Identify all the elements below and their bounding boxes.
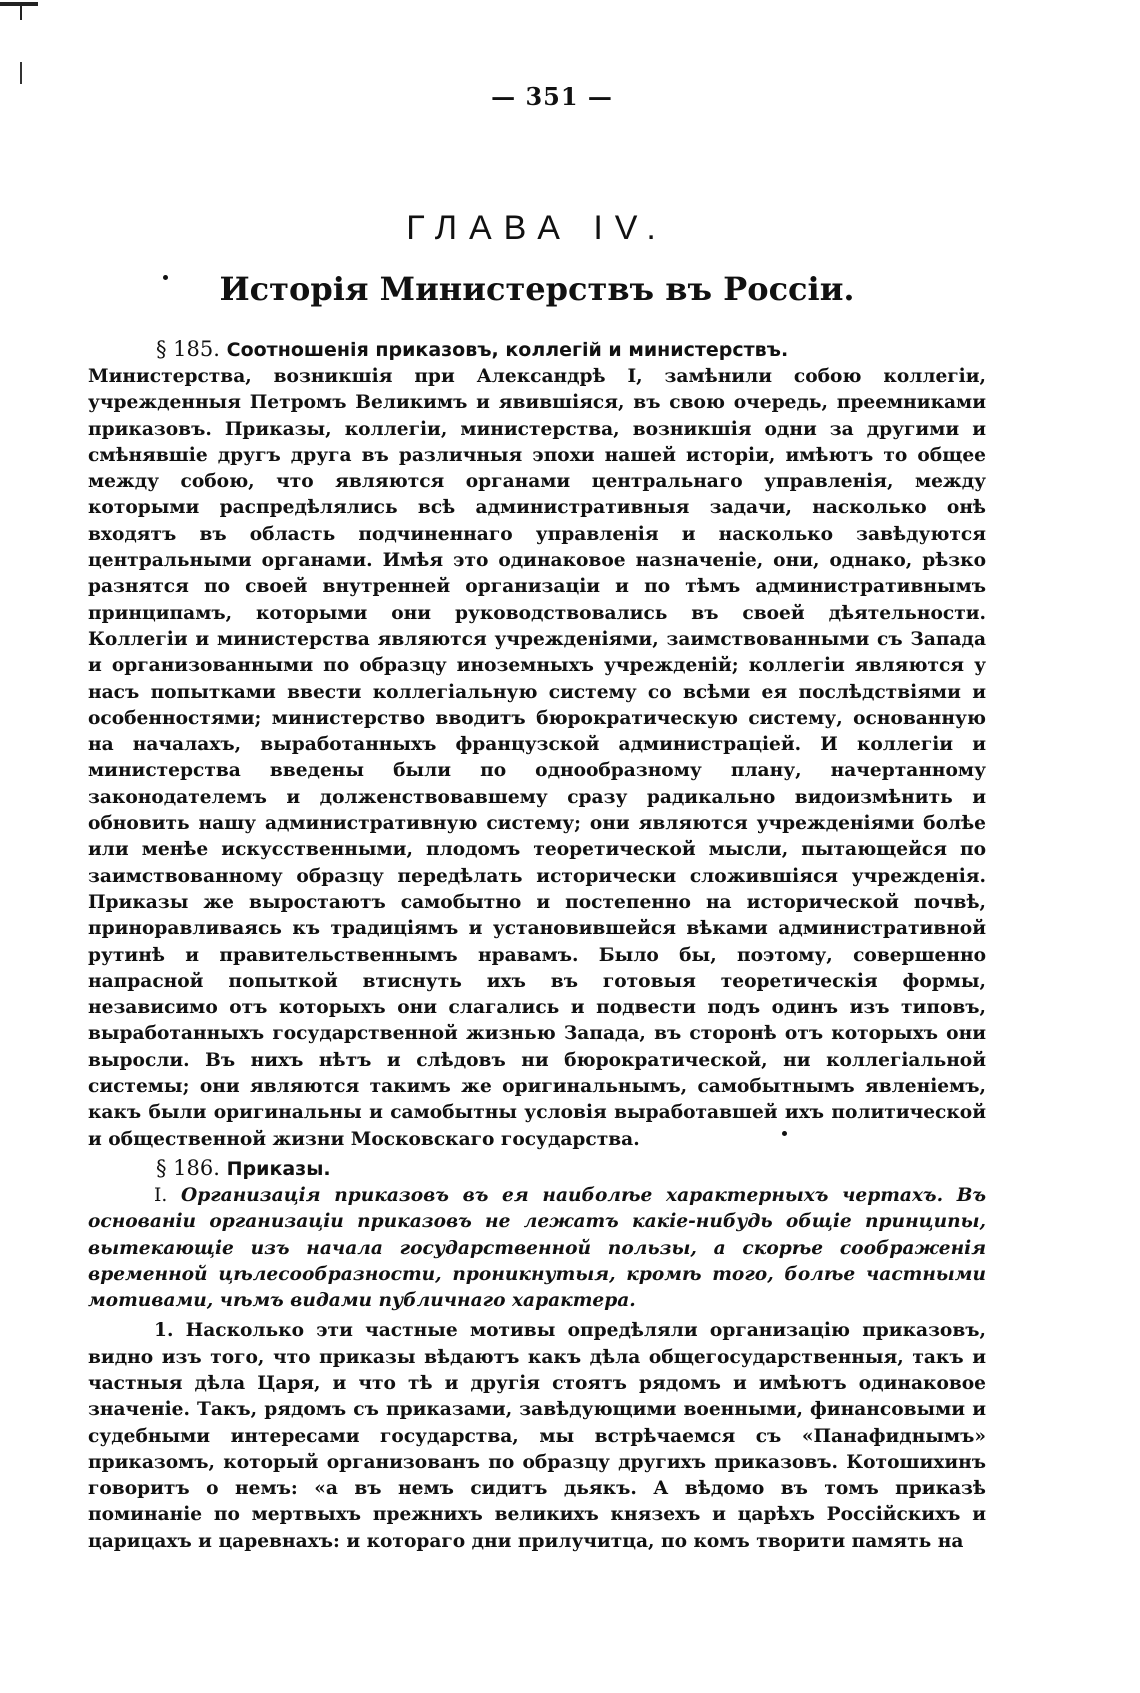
section-186-title: Приказы. [226,1157,331,1180]
scan-edge-mark [0,2,38,6]
scan-edge-mark [20,2,22,20]
book-page [88,82,986,1555]
thesis-number: I. [154,1184,168,1206]
section-186-paragraph-1: 1. Насколько эти частные мотивы опредѣляли организацію приказовъ, видно изъ того, что приказы вѣдаютъ какъ дѣла общегосударственныя, такъ и частныя дѣла Царя, и что тѣ и другія стоятъ рядомъ и имѣютъ одинаковое значеніе. Такъ, рядомъ съ приказами, завѣдующими военными, финансовыми и судебными интересами государства, мы встрѣчаемся съ «Панафиднымъ» приказомъ, который организованъ по образцу другихъ приказовъ. Котошихинъ говоритъ о немъ: «а въ немъ сидитъ дьякъ. А вѣдомо въ томъ приказѣ поминаніе по мертвыхъ прежнихъ великихъ князехъ и царѣхъ Россійскихъ и царицахъ и царевнахъ: и котораго дни прилучитца, по комъ творити память на [88,1320,986,1552]
page-number: — 351 — [491,82,613,111]
section-186-thesis [88,1183,986,1314]
thesis-text: Организація приказовъ въ ея наиболѣе характерныхъ чертахъ. Въ основаніи организаціи приказовъ не лежатъ какіе-нибудь общіе принципы, вытекающіе изъ начала государственной пользы, а скорѣе соображенія временной цѣлесообразности, проникнутыя, кромѣ того, болѣе частными мотивами, чѣмъ видами публичнаго характера. [88,1184,986,1312]
section-185-number: § 185. [156,337,220,361]
section-185-text: Министерства, возникшія при Александрѣ I, замѣнили собою коллегіи, учрежденныя Петромъ Великимъ и явившіяся, въ свою очередь, преемниками приказовъ. Приказы, коллегіи, министерства, возникшія одни за другими и смѣнявшіе другъ друга въ различныя эпохи нашей исторіи, имѣютъ то общее между собою, что являются органами центральнаго управленія, между которыми распредѣлялись всѣ административныя задачи, насколько онѣ входятъ въ область подчиненнаго управленія и насколько завѣдуются центральными органами. Имѣя это одинаковое назначеніе, они, однако, рѣзко разнятся по своей внутренней организаціи и по тѣмъ административнымъ принципамъ, которыми они руководствовались въ своей дѣятельности. Коллегіи и министерства являются учрежденіями, заимствованными съ Запада и организованными по образцу иноземныхъ учрежденій; коллегіи являются у насъ попытками ввести коллегіальную систему со всѣми ея послѣдствіями и особенностями; министерство вводитъ бюрократическую систему, основанную на началахъ, выработанныхъ французской администраціей. И коллегіи и министерства введены были по однообразному плану, начертанному законодателемъ и долженствовавшему сразу радикально видоизмѣнить и обновить нашу административную систему; они являются учрежденіями болѣе или менѣе искусственными, плодомъ теоретической мысли, пытающейся по заимствованному образцу передѣлать исторически сложившіяся учрежденія. Приказы же выростаютъ самобытно и постепенно на исторической почвѣ, приноравливаясь къ традиціямъ и установившейся вѣками административной рутинѣ и правительственнымъ нравамъ. Было бы, поэтому, совершенно напрасной попыткой втиснуть ихъ въ готовыя теоретическія формы, независимо отъ которыхъ они слагались и подвести подъ одинъ изъ типовъ, выработанныхъ государственной жизнью Запада, въ сторонѣ отъ которыхъ они выросли. Въ нихъ нѣтъ и слѣдовъ ни бюрократической, ни коллегіальной системы; они являются такимъ же оригинальнымъ, самобытнымъ явленіемъ, какъ были оригинальны и самобытны условія выработавшей ихъ политической и общественной жизни Московскаго государства. [88,366,986,1150]
scan-edge-mark [20,62,22,84]
section-185-heading [88,336,986,364]
section-186-heading [88,1155,986,1183]
section-185-title: Соотношенія приказовъ, коллегій и министерствъ. [226,339,789,361]
chapter-label: ГЛАВА IV. [406,209,668,247]
chapter-title: Исторія Министерствъ въ Россіи. [219,270,855,308]
section-186-number: § 186. [156,1155,220,1180]
